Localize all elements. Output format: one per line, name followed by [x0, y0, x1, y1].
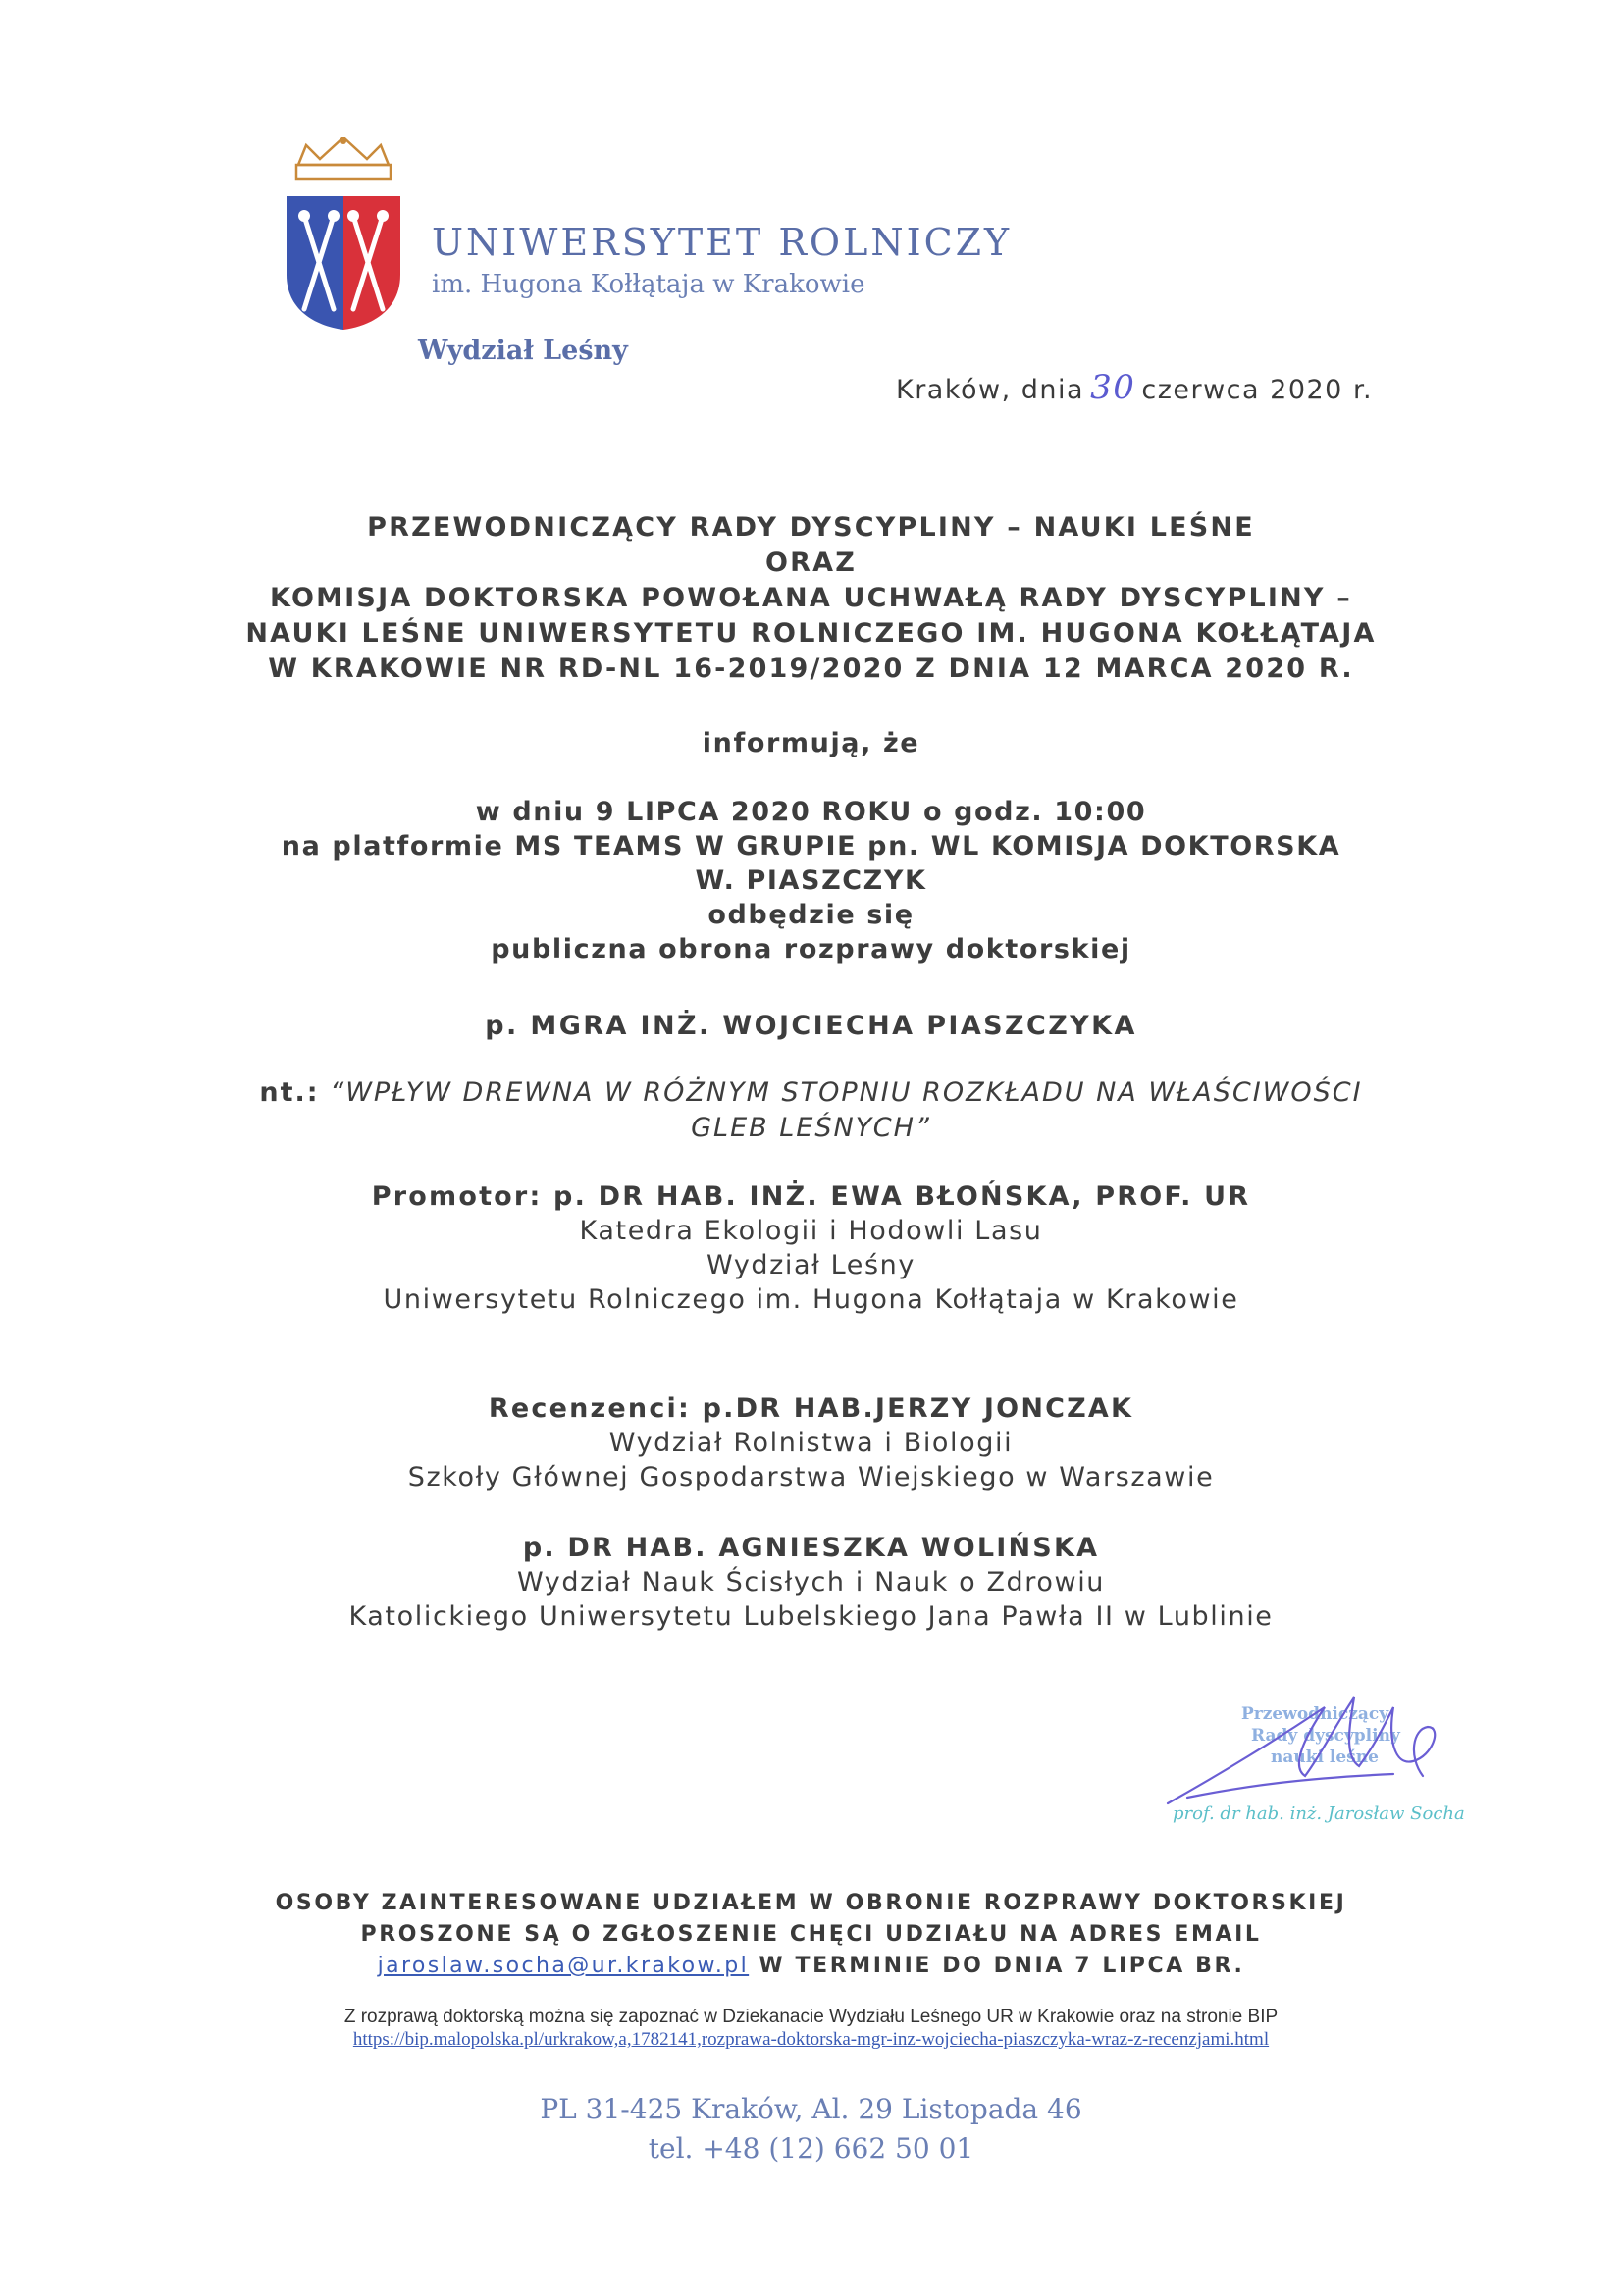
notice-line: OSOBY ZAINTERESOWANE UDZIAŁEM W OBRONIE ROZPRAWY DOKTORSKIEJ: [275, 1891, 1347, 1915]
event-details: [0, 795, 1622, 966]
stamp-line: Przewodniczący: [1241, 1704, 1389, 1724]
university-name: UNIWERSYTET ROLNICZY: [432, 221, 1013, 264]
footer-phone: tel. +48 (12) 662 50 01: [648, 2132, 974, 2165]
thesis-prefix: nt.:: [259, 1077, 320, 1108]
reviewer1-block: [0, 1391, 1622, 1494]
university-subtitle: im. Hugona Kołłątaja w Krakowie: [432, 270, 865, 299]
date-prefix: Kraków, dnia: [896, 375, 1085, 405]
reviewer2-label: p. DR HAB. AGNIESZKA WOLIŃSKA: [522, 1533, 1100, 1563]
footer-contact: [0, 2090, 1622, 2168]
event-type-line: publiczna obrona rozprawy doktorskiej: [491, 934, 1131, 965]
promotor-affiliation-line: Uniwersytetu Rolniczego im. Hugona Kołłątaja w Krakowie: [383, 1284, 1239, 1315]
event-date-line: w dniu 9 LIPCA 2020 ROKU o godz. 10:00: [475, 797, 1147, 827]
reviewer1-affiliation-line: Szkoły Głównej Gospodarstwa Wiejskiego w Warszawie: [407, 1462, 1215, 1492]
contact-email-link[interactable]: jaroslaw.socha@ur.krakow.pl: [377, 1954, 750, 1978]
announcement-heading: [0, 510, 1622, 687]
bip-url-link[interactable]: https://bip.malopolska.pl/urkrakow,a,1782141,rozprawa-doktorska-mgr-inz-wojciecha-piaszczyka-wraz-z-recenzjami.html: [352, 2029, 1270, 2050]
stamp-line: Rady dyscypliny: [1251, 1726, 1400, 1746]
heading-line: NAUKI LEŚNE UNIWERSYTETU ROLNICZEGO IM. HUGONA KOŁŁĄTAJA: [245, 618, 1377, 649]
signatory-name: prof. dr hab. inż. Jarosław Socha: [1173, 1803, 1465, 1824]
reviewer2-block: [0, 1531, 1622, 1634]
crown-icon: [296, 137, 391, 179]
stamp-line: nauki leśne: [1271, 1748, 1379, 1767]
event-occurs-line: odbędzie się: [707, 900, 915, 930]
reviewer1-affiliation-line: Wydział Rolnistwa i Biologii: [608, 1428, 1014, 1458]
heading-line: ORAZ: [764, 548, 858, 578]
registration-notice: [0, 1888, 1622, 1982]
thesis-title: [0, 1075, 1622, 1146]
bip-info-text: Z rozprawą doktorską można się zapoznać w Dziekanacie Wydziału Leśnego UR w Krakowie oraz na stronie BIP: [343, 2007, 1279, 2027]
heading-line: W KRAKOWIE NR RD-NL 16-2019/2020 Z DNIA 12 MARCA 2020 R.: [268, 653, 1354, 684]
reviewer2-affiliation-line: Wydział Nauk Ścisłych i Nauk o Zdrowiu: [516, 1567, 1106, 1597]
thesis-title-line2: GLEB LEŚNYCH”: [691, 1113, 931, 1143]
date-suffix: czerwca 2020 r.: [1141, 375, 1374, 405]
notice-line: PROSZONE SĄ O ZGŁOSZENIE CHĘCI UDZIAŁU NA ADRES EMAIL: [360, 1922, 1262, 1947]
date-day-handwritten: 30: [1090, 368, 1136, 407]
bip-info: [0, 2006, 1622, 2051]
notice-deadline: W TERMINIE DO DNIA 7 LIPCA BR.: [749, 1954, 1245, 1978]
candidate-name: p. MGRA INŻ. WOJCIECHA PIASZCZYKA: [485, 1011, 1137, 1041]
promotor-block: [0, 1179, 1622, 1317]
heading-line: KOMISJA DOKTORSKA POWOŁANA UCHWAŁĄ RADY DYSCYPLINY –: [270, 583, 1352, 613]
event-group-line: W. PIASZCZYK: [695, 865, 927, 896]
reviewer2-affiliation-line: Katolickiego Uniwersytetu Lubelskiego Jana Pawła II w Lublinie: [348, 1601, 1274, 1632]
faculty-name: Wydział Leśny: [418, 336, 628, 366]
promotor-label: Promotor: p. DR HAB. INŻ. EWA BŁOŃSKA, PROF. UR: [371, 1181, 1251, 1212]
inform-text: informują, że: [702, 728, 920, 758]
footer-address: PL 31-425 Kraków, Al. 29 Listopada 46: [540, 2093, 1082, 2125]
shield-icon: [287, 196, 400, 330]
event-platform-line: na platformie MS TEAMS W GRUPIE pn. WL KOMISJA DOKTORSKA: [281, 831, 1341, 861]
promotor-affiliation-line: Wydział Leśny: [706, 1250, 916, 1280]
document-date: [896, 368, 1373, 407]
reviewer1-label: Recenzenci: p.DR HAB.JERZY JONCZAK: [488, 1393, 1134, 1424]
heading-line: PRZEWODNICZĄCY RADY DYSCYPLINY – NAUKI LEŚNE: [367, 512, 1255, 543]
thesis-title-line1: “WPŁYW DREWNA W RÓŻNYM STOPNIU ROZKŁADU NA WŁAŚCIWOŚCI: [330, 1077, 1363, 1108]
university-crest-logo: [285, 137, 402, 334]
promotor-affiliation-line: Katedra Ekologii i Hodowli Lasu: [579, 1216, 1043, 1246]
